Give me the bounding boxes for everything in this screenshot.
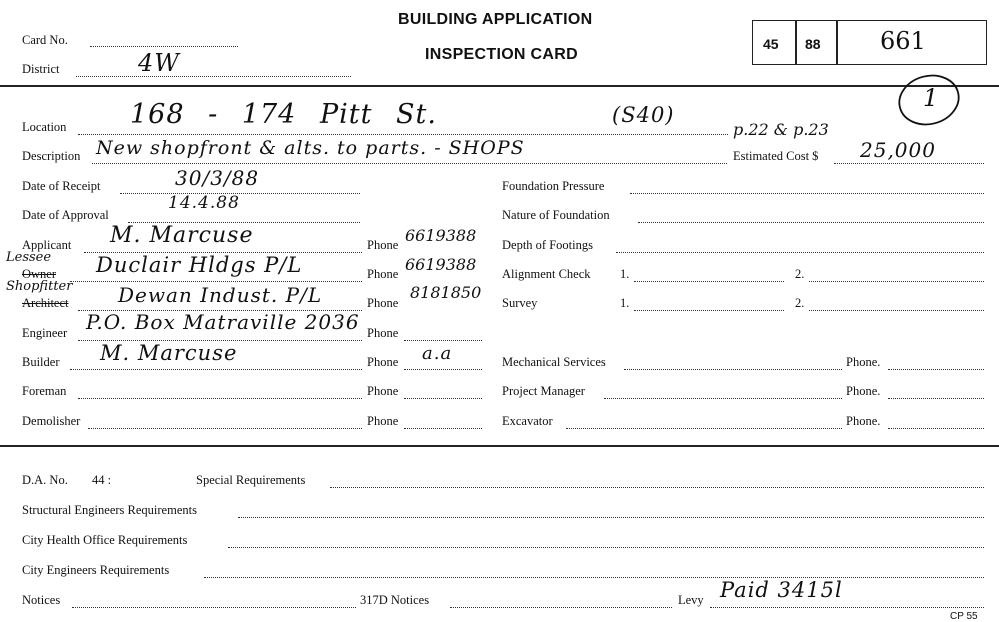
- foundation-pressure-label: Foundation Pressure: [502, 179, 605, 193]
- structural-requirements-line: [238, 517, 984, 518]
- owner-line: [70, 281, 362, 282]
- box-a: 45: [763, 36, 779, 52]
- estimated-cost-value: 25,000: [860, 138, 936, 162]
- levy-label: Levy: [678, 593, 704, 607]
- date-receipt-line: [120, 193, 360, 194]
- builder-value: M. Marcuse: [100, 341, 238, 365]
- owner-phone: 6619388: [405, 255, 477, 274]
- structural-requirements-label: Structural Engineers Requirements: [22, 503, 197, 517]
- architect-phone-label: Phone: [367, 296, 399, 310]
- city-engineers-requirements-line: [204, 577, 984, 578]
- survey-label: Survey: [502, 296, 538, 310]
- survey-n1: 1.: [620, 296, 630, 310]
- excavator-line: [566, 428, 842, 429]
- date-approval-label: Date of Approval: [22, 208, 109, 222]
- date-approval-value: 14.4.88: [168, 193, 240, 213]
- architect-label: Architect: [22, 296, 69, 310]
- mechanical-phone-label: Phone.: [846, 355, 881, 369]
- applicant-phone-label: Phone: [367, 238, 399, 252]
- header-rule: [0, 85, 999, 87]
- survey-line-1: [634, 310, 784, 311]
- foreman-phone-line: [404, 398, 482, 399]
- engineer-value: P.O. Box Matraville 2036: [86, 310, 360, 334]
- architect-annotation: Shopfitter: [6, 279, 73, 294]
- applicant-value: M. Marcuse: [110, 223, 254, 248]
- alignment-line-1: [634, 281, 784, 282]
- description-line: [92, 163, 727, 164]
- excavator-phone-label: Phone.: [846, 414, 881, 428]
- project-manager-line: [604, 398, 842, 399]
- date-receipt-value: 30/3/88: [175, 166, 260, 190]
- box-divider-1: [795, 20, 797, 65]
- owner-annotation: Lessee: [6, 250, 52, 265]
- title-line1: BUILDING APPLICATION: [398, 11, 593, 28]
- box-divider-2: [836, 20, 838, 65]
- special-requirements-line: [330, 487, 984, 488]
- health-requirements-line: [228, 547, 984, 548]
- box-b: 88: [805, 36, 821, 52]
- nature-foundation-label: Nature of Foundation: [502, 208, 610, 222]
- mechanical-services-label: Mechanical Services: [502, 355, 606, 369]
- foundation-pressure-line: [630, 193, 984, 194]
- alignment-line-2: [809, 281, 984, 282]
- location-label: Location: [22, 120, 67, 134]
- builder-line: [70, 369, 362, 370]
- nature-foundation-line: [638, 222, 984, 223]
- demolisher-phone-label: Phone: [367, 414, 399, 428]
- demolisher-phone-line: [404, 428, 482, 429]
- foreman-phone-label: Phone: [367, 384, 399, 398]
- card-no-label: Card No.: [22, 33, 68, 47]
- depth-footings-line: [616, 252, 984, 253]
- notices-317d-label: 317D Notices: [360, 593, 430, 607]
- notices-label: Notices: [22, 593, 61, 607]
- applicant-phone: 6619388: [405, 226, 477, 245]
- alignment-n1: 1.: [620, 267, 630, 281]
- district-value: 4W: [138, 49, 180, 77]
- depth-footings-label: Depth of Footings: [502, 238, 593, 252]
- section-rule: [0, 445, 999, 447]
- city-engineers-requirements-label: City Engineers Requirements: [22, 563, 170, 577]
- owner-phone-label: Phone: [367, 267, 399, 281]
- title-line2: INSPECTION CARD: [425, 46, 578, 63]
- circled-number: 1: [923, 84, 940, 112]
- project-manager-phone-line: [888, 398, 984, 399]
- special-requirements-label: Special Requirements: [196, 473, 306, 487]
- engineer-phone-line: [404, 340, 482, 341]
- architect-value: Dewan Indust. P/L: [118, 283, 323, 307]
- card-no-line: [90, 46, 238, 47]
- survey-line-2: [809, 310, 984, 311]
- engineer-label: Engineer: [22, 326, 68, 340]
- builder-phone-label: Phone: [367, 355, 399, 369]
- location-pages: p.22 & p.23: [733, 120, 829, 139]
- demolisher-line: [88, 428, 362, 429]
- owner-label: Owner: [22, 267, 57, 281]
- alignment-check-label: Alignment Check: [502, 267, 591, 281]
- estimated-cost-line: [834, 163, 984, 164]
- levy-value: Paid 3415l: [720, 578, 843, 602]
- builder-label: Builder: [22, 355, 60, 369]
- foreman-label: Foreman: [22, 384, 67, 398]
- notices-317d-line: [450, 607, 672, 608]
- engineer-phone-label: Phone: [367, 326, 399, 340]
- district-line: [76, 76, 351, 77]
- location-line: [78, 134, 728, 135]
- estimated-cost-label: Estimated Cost $: [733, 149, 819, 163]
- notices-line: [72, 607, 356, 608]
- health-requirements-label: City Health Office Requirements: [22, 533, 188, 547]
- location-extra: (S40): [612, 103, 675, 127]
- description-label: Description: [22, 149, 81, 163]
- foreman-line: [78, 398, 362, 399]
- project-manager-phone-label: Phone.: [846, 384, 881, 398]
- excavator-label: Excavator: [502, 414, 553, 428]
- form-code: CP 55: [950, 611, 978, 622]
- mechanical-services-line: [624, 369, 842, 370]
- builder-phone-line: [404, 369, 482, 370]
- card-number-box: [752, 20, 987, 65]
- project-manager-label: Project Manager: [502, 384, 585, 398]
- date-receipt-label: Date of Receipt: [22, 179, 101, 193]
- survey-n2: 2.: [795, 296, 805, 310]
- alignment-n2: 2.: [795, 267, 805, 281]
- demolisher-label: Demolisher: [22, 414, 81, 428]
- da-no-value: 44 :: [92, 473, 112, 487]
- excavator-phone-line: [888, 428, 984, 429]
- mechanical-phone-line: [888, 369, 984, 370]
- builder-phone: a.a: [422, 343, 453, 364]
- card-number: 661: [880, 27, 926, 55]
- description-value: New shopfront & alts. to parts. - SHOPS: [96, 137, 525, 159]
- owner-value: Duclair Hldgs P/L: [96, 253, 303, 277]
- district-label: District: [22, 62, 60, 76]
- da-no-label: D.A. No.: [22, 473, 68, 487]
- architect-phone: 8181850: [410, 283, 482, 302]
- levy-line: [710, 607, 984, 608]
- applicant-label: Applicant: [22, 238, 72, 252]
- location-value: 168 - 174 Pitt St.: [130, 99, 437, 130]
